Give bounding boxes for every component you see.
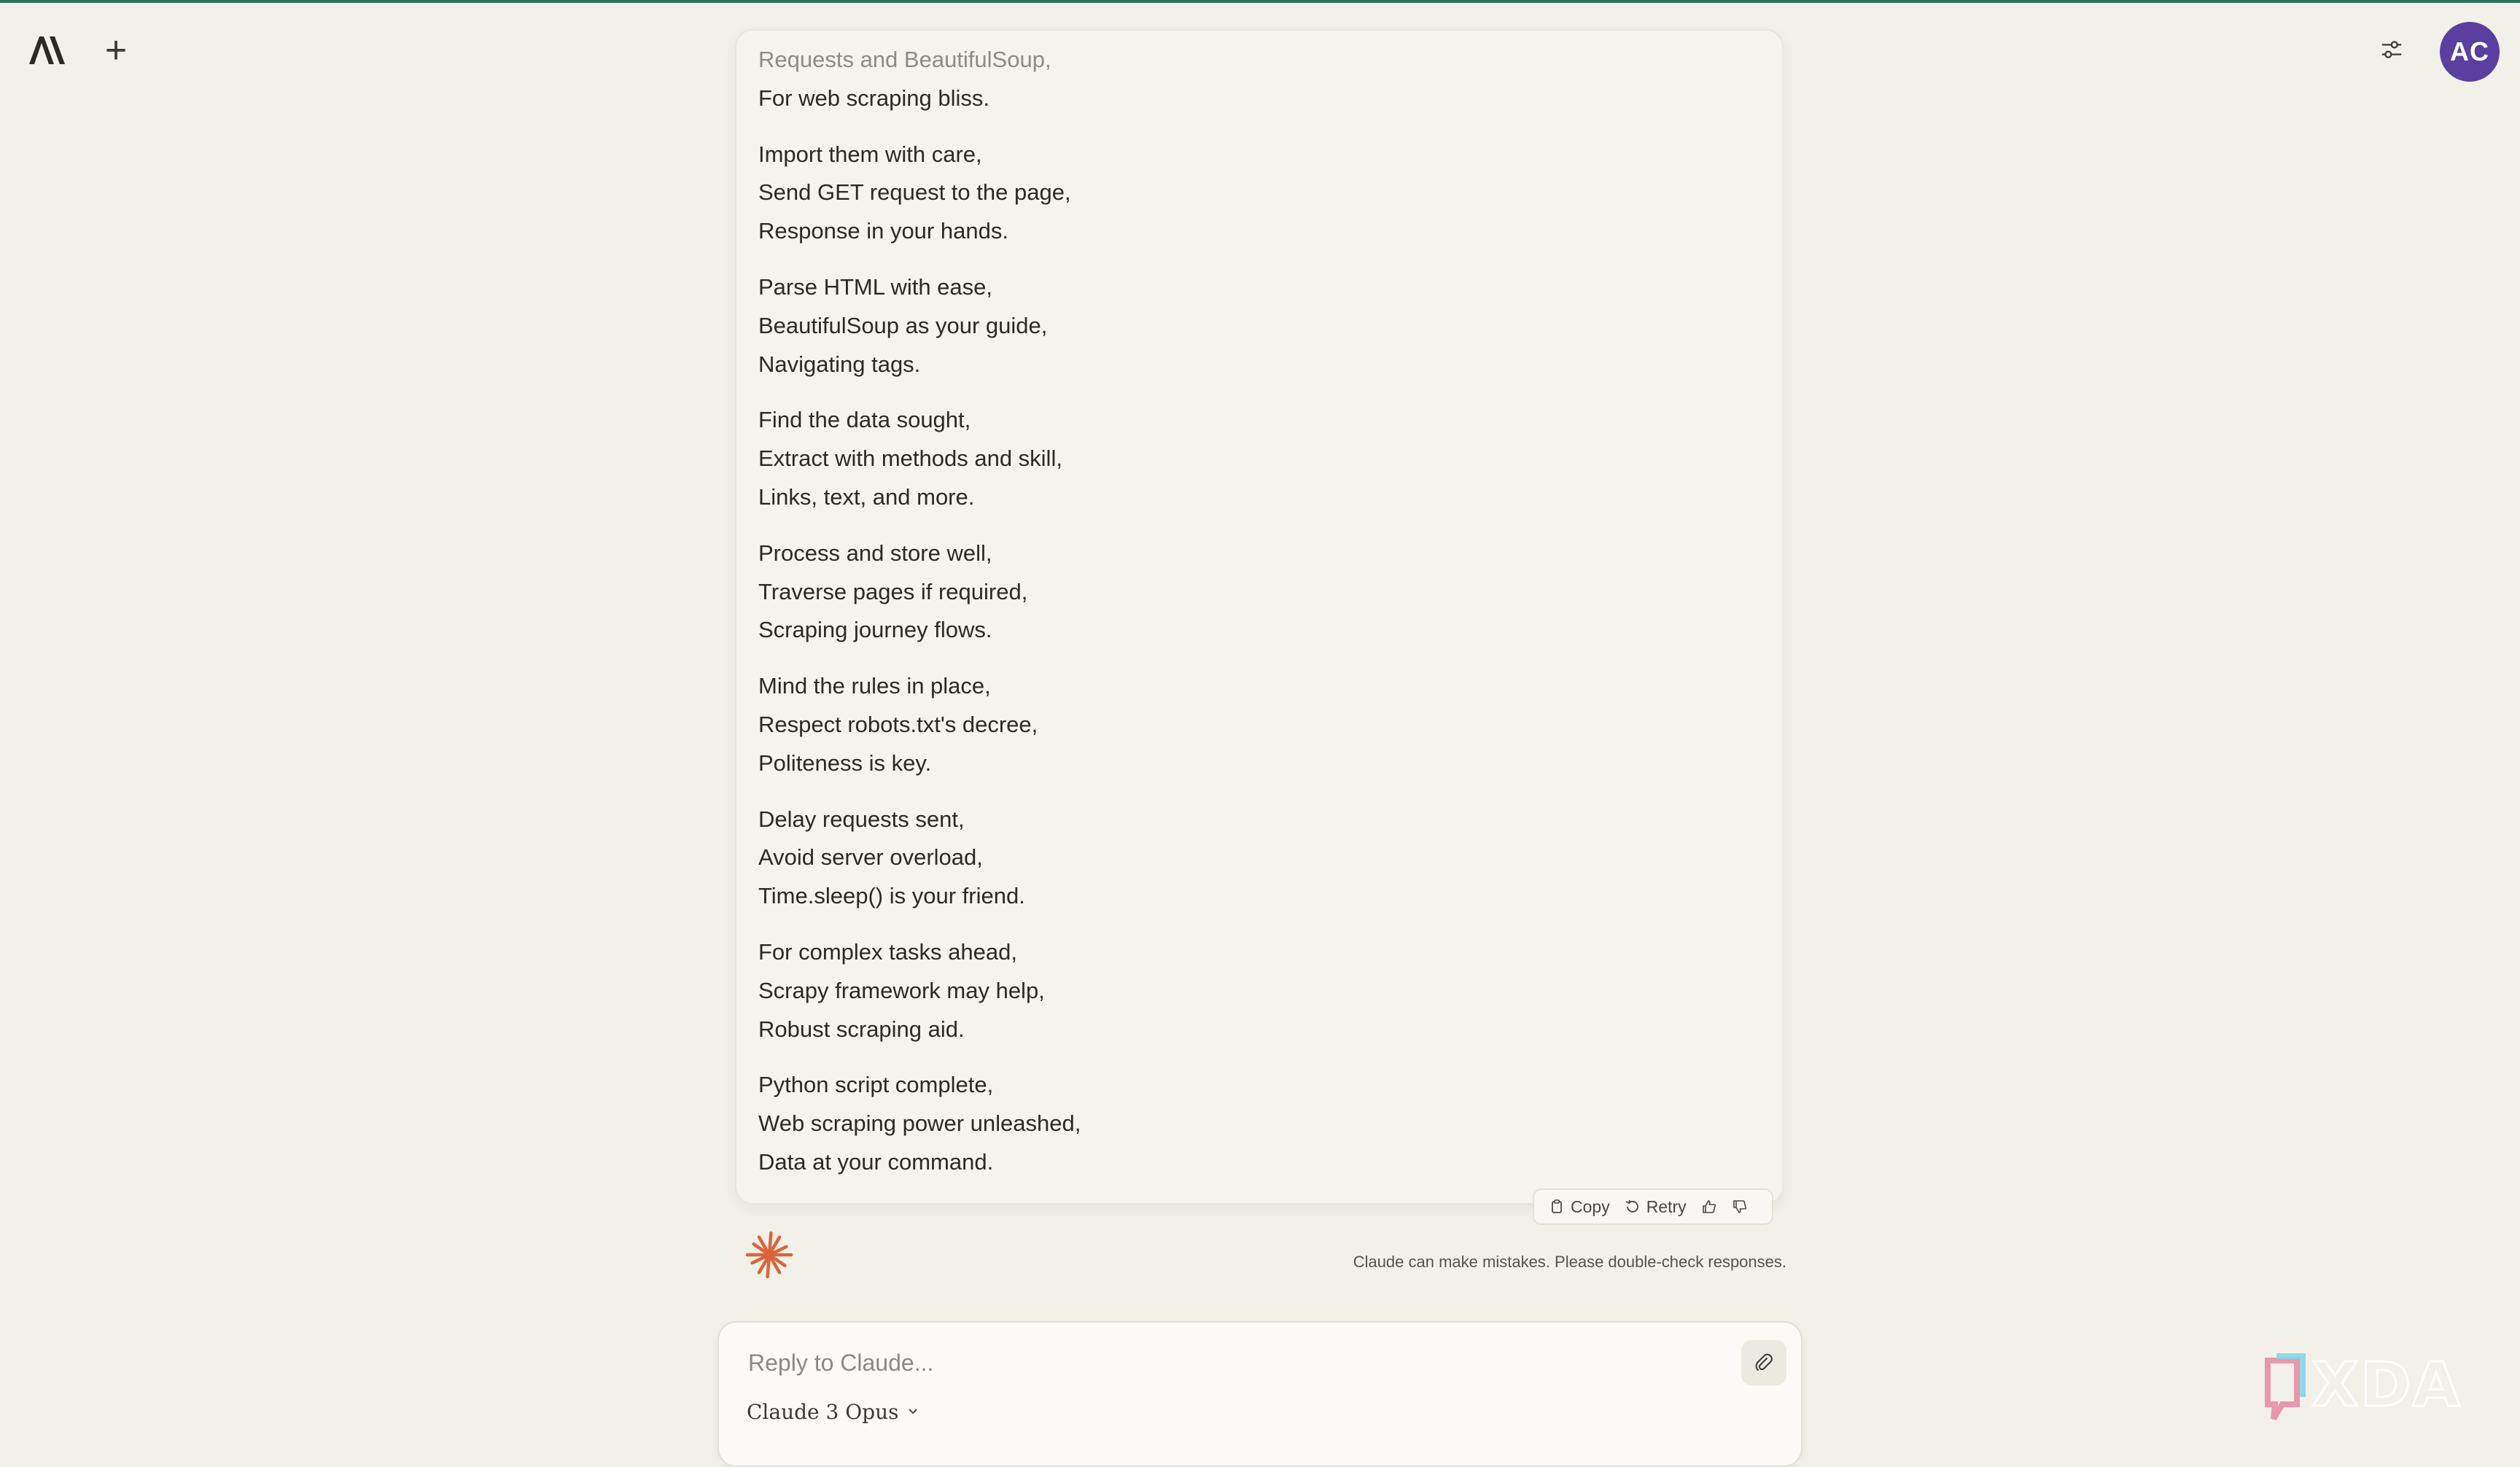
poem-line: Navigating tags.: [758, 351, 921, 377]
retry-button[interactable]: [1617, 1197, 1694, 1217]
retry-label: Retry: [1646, 1196, 1687, 1216]
model-selector[interactable]: [747, 1397, 919, 1426]
poem-line: Traverse pages if required,: [758, 578, 1028, 604]
poem-line: Extract with methods and skill,: [758, 445, 1062, 472]
poem-line: Respect robots.txt's decree,: [758, 711, 1038, 737]
message-actions: [1533, 1188, 1773, 1225]
clipboard-icon: [1549, 1199, 1565, 1215]
poem-stanza: [758, 1066, 1706, 1181]
claude-spark-icon: [745, 1231, 793, 1279]
poem-line: Process and store well,: [758, 540, 992, 566]
poem-line: BeautifulSoup as your guide,: [758, 312, 1048, 338]
avatar[interactable]: AC: [2440, 22, 2500, 82]
poem-stanza: [758, 933, 1706, 1048]
chevron-down-icon: [906, 1405, 919, 1418]
poem-line: Import them with care,: [758, 141, 982, 167]
poem-stanza: [758, 401, 1706, 516]
sliders-icon: [2379, 37, 2404, 62]
thumbs-down-icon: [1732, 1199, 1748, 1215]
copy-label: Copy: [1571, 1196, 1610, 1216]
disclaimer-text: Claude can make mistakes. Please double-check responses.: [1353, 1253, 1786, 1271]
poem-stanza: [758, 801, 1706, 916]
poem-line: Time.sleep() is your friend.: [758, 883, 1025, 909]
poem-line: Scrapy framework may help,: [758, 977, 1045, 1003]
poem-line: For web scraping bliss.: [758, 85, 990, 111]
poem-line: Politeness is key.: [758, 750, 932, 776]
poem-line: Scraping journey flows.: [758, 617, 992, 643]
new-chat-button[interactable]: +: [104, 29, 128, 71]
poem-line: For complex tasks ahead,: [758, 938, 1017, 965]
poem-stanza: [758, 136, 1706, 251]
poem-line: Delay requests sent,: [758, 806, 965, 832]
retry-icon: [1625, 1199, 1641, 1215]
svg-text:XDA: XDA: [2311, 1349, 2462, 1420]
xda-watermark-logo: [2260, 1346, 2508, 1426]
poem-line: Response in your hands.: [758, 218, 1008, 244]
reply-input[interactable]: [747, 1346, 1709, 1380]
copy-button[interactable]: [1541, 1197, 1617, 1217]
paperclip-icon: [1753, 1352, 1775, 1374]
poem-line: Mind the rules in place,: [758, 673, 991, 699]
poem-line: Web scraping power unleashed,: [758, 1110, 1081, 1137]
poem-line: Avoid server overload,: [758, 844, 983, 871]
poem-line: Python script complete,: [758, 1072, 994, 1098]
poem-stanza: [758, 41, 1706, 118]
anthropic-logo-icon[interactable]: [26, 32, 67, 67]
settings-button[interactable]: [2374, 32, 2409, 67]
message-content: [758, 41, 1706, 1199]
poem-line: Send GET request to the page,: [758, 179, 1071, 206]
reply-composer: [718, 1321, 1802, 1467]
model-name: Claude 3 Opus: [747, 1399, 899, 1424]
attach-button[interactable]: [1741, 1340, 1786, 1385]
poem-stanza: [758, 534, 1706, 650]
poem-stanza: [758, 667, 1706, 782]
thumbs-up-button[interactable]: [1694, 1199, 1724, 1215]
poem-line: Data at your command.: [758, 1148, 994, 1175]
thumbs-up-icon: [1701, 1199, 1717, 1215]
poem-line: Parse HTML with ease,: [758, 273, 993, 300]
poem-line: Robust scraping aid.: [758, 1016, 965, 1042]
poem-line: Links, text, and more.: [758, 483, 975, 510]
thumbs-down-button[interactable]: [1724, 1199, 1755, 1215]
poem-line: Requests and BeautifulSoup,: [758, 47, 1051, 72]
poem-line: Find the data sought,: [758, 407, 971, 433]
poem-stanza: [758, 268, 1706, 384]
